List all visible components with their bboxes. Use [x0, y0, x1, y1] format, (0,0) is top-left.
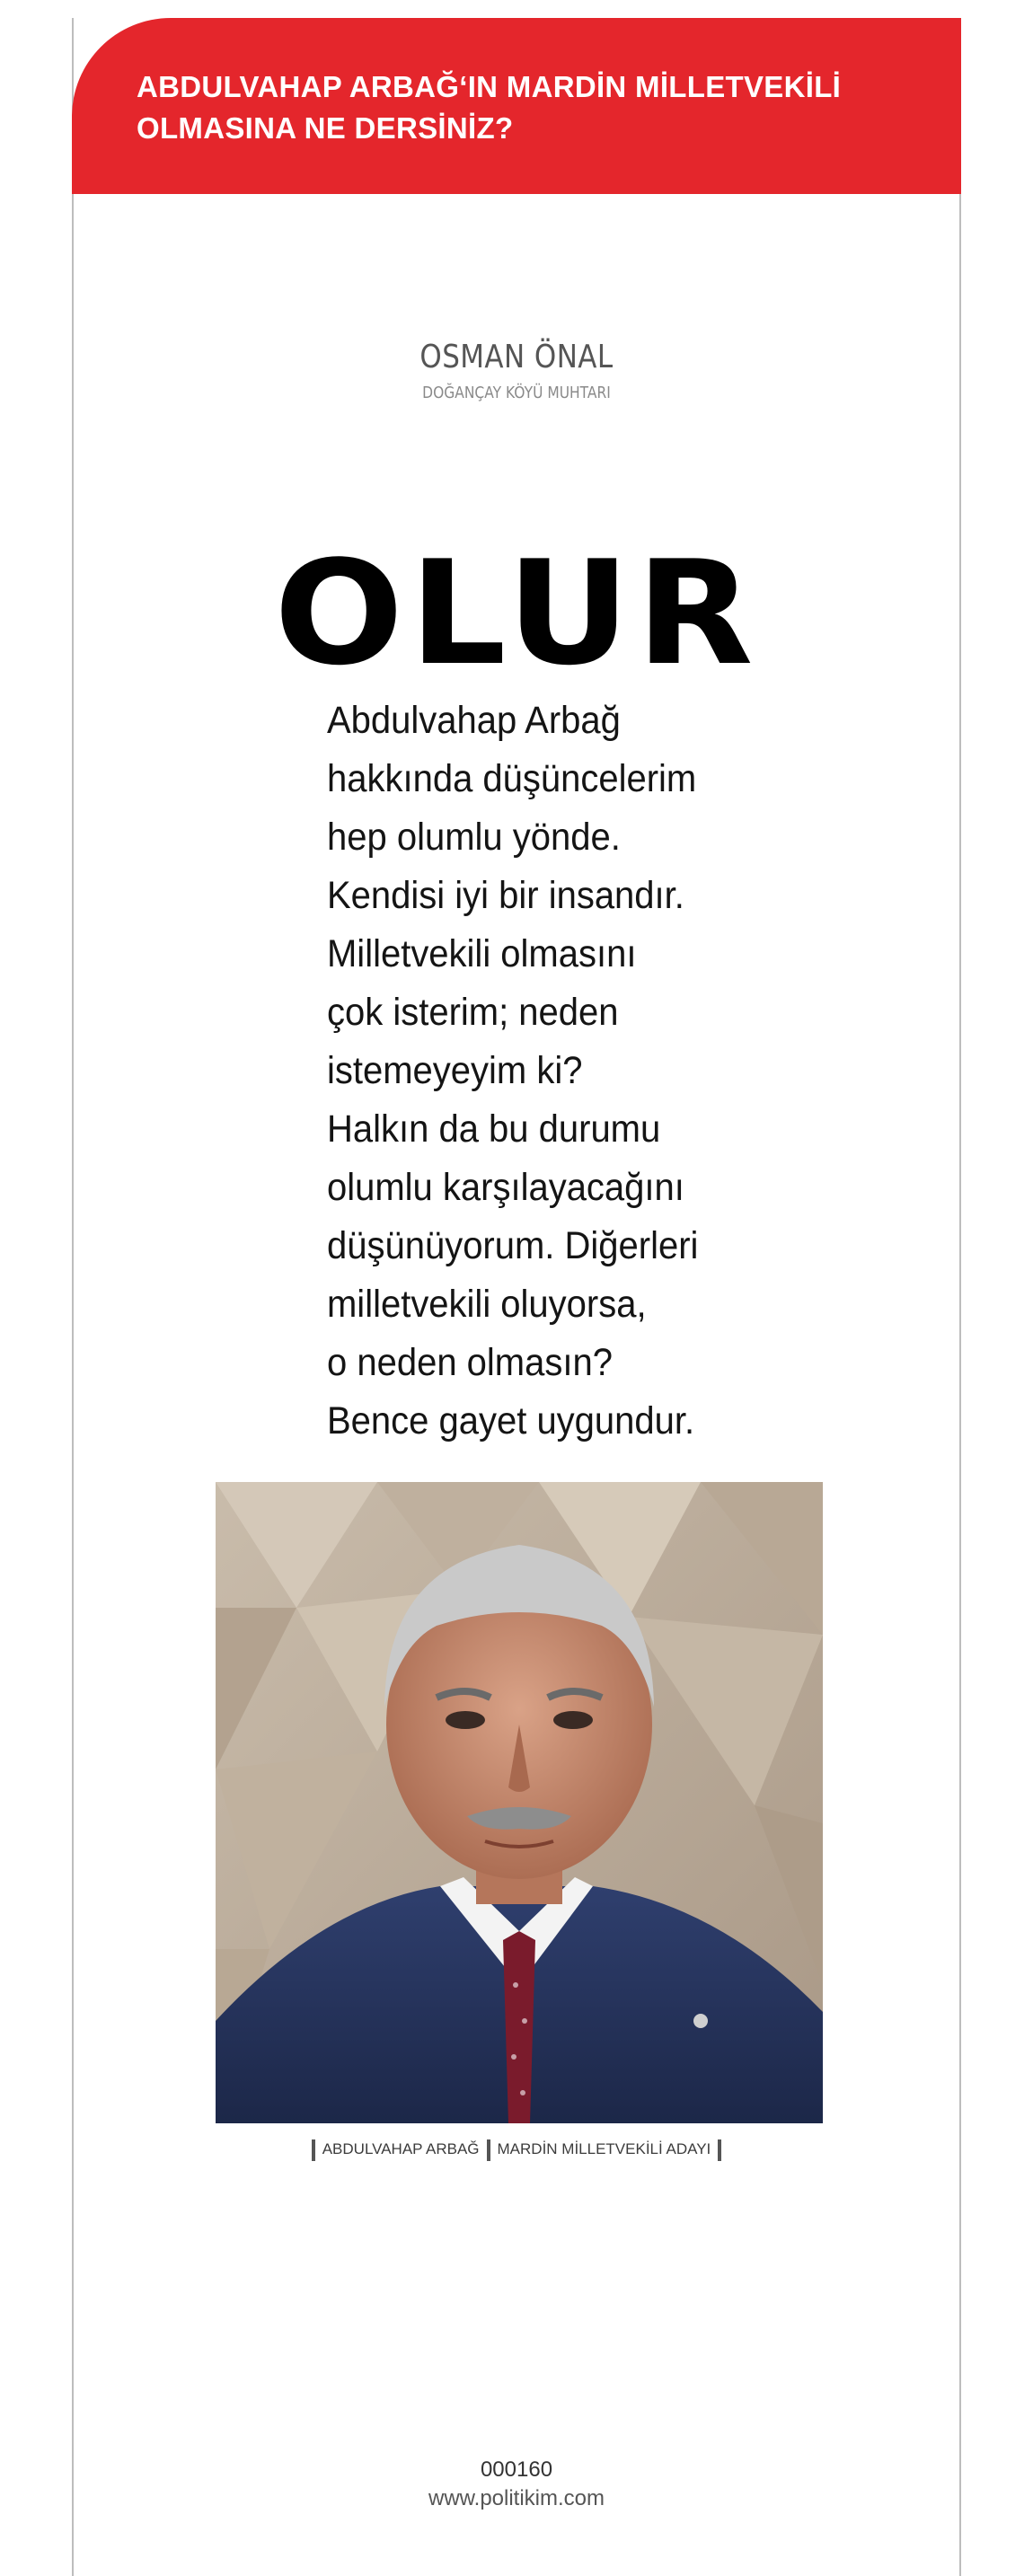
quote-line: çok isterim; neden	[327, 991, 619, 1034]
question-title: ABDULVAHAP ARBAĞ‘IN MARDİN MİLLETVEKİLİ OLMASINA NE DERSİNİZ?	[137, 70, 842, 145]
caption-person: ABDULVAHAP ARBAĞ	[322, 2140, 480, 2157]
byline	[0, 334, 1033, 406]
quote-line: hep olumlu yönde.	[327, 816, 621, 859]
author-name: OSMAN ÖNAL	[419, 339, 614, 375]
quote-line: Bence gayet uygundur.	[327, 1399, 695, 1442]
header-banner	[72, 18, 961, 194]
quote-text	[327, 692, 795, 1451]
portrait-illustration	[216, 1482, 823, 2123]
quote-line: Abdulvahap Arbağ	[327, 699, 621, 742]
quote-line: Milletvekili olmasını	[327, 932, 637, 975]
website-link[interactable]: www.politikim.com	[428, 2486, 605, 2510]
caption-title: MARDİN MİLLETVEKİLİ ADAYI	[497, 2140, 711, 2157]
quote-line: düşünüyorum. Diğerleri	[327, 1224, 699, 1267]
quote-line: milletvekili oluyorsa,	[327, 1283, 647, 1326]
quote-line: Kendisi iyi bir insandır.	[327, 874, 684, 917]
quote-line: o neden olmasın?	[327, 1341, 613, 1384]
caption-divider	[718, 2139, 721, 2161]
author-role: DOĞANÇAY KÖYÜ MUHTARI	[422, 384, 611, 402]
quote-line: hakkında düşüncelerim	[327, 757, 697, 800]
footer	[0, 2456, 1033, 2513]
page-code: 000160	[480, 2457, 553, 2482]
caption-divider	[487, 2139, 490, 2161]
answer-headline: OLUR	[274, 529, 759, 697]
caption-divider	[312, 2139, 315, 2161]
quote-line: istemeyeyim ki?	[327, 1049, 583, 1092]
portrait-photo	[216, 1482, 823, 2123]
photo-caption	[0, 2136, 1033, 2163]
quote-line: Halkın da bu durumu	[327, 1107, 661, 1151]
quote-line: olumlu karşılayacağını	[327, 1166, 684, 1209]
